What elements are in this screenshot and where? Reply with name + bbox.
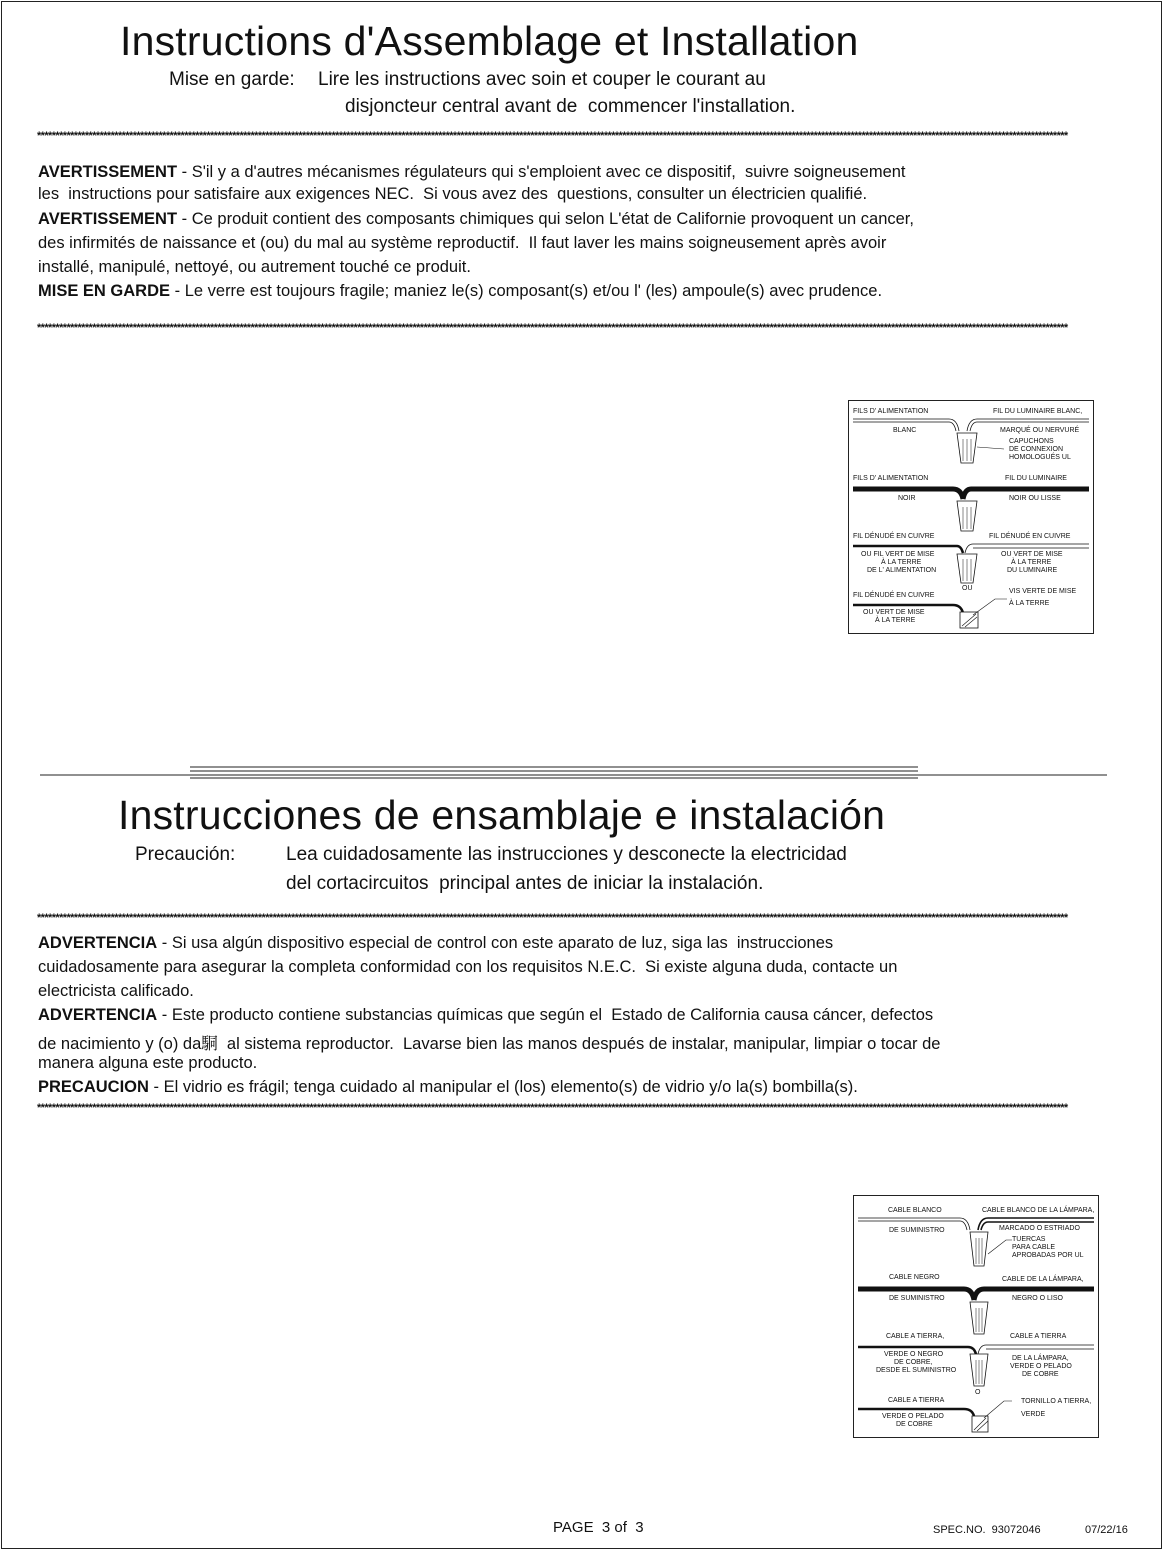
separator: ****************************************************************************************************************************************************************************************************************************************************************************************	[37, 322, 1068, 334]
diagram-label: DE L' ALIMENTATION	[867, 567, 937, 574]
diagram-label: DE LA LÁMPARA,	[1012, 1355, 1069, 1362]
french-wiring-diagram	[848, 400, 1094, 634]
diagram-label: CABLE BLANCO	[888, 1207, 942, 1214]
diagram-label: FILS D' ALIMENTATION	[853, 475, 929, 482]
diagram-label: TUERCAS	[1012, 1236, 1046, 1243]
spec-number: SPEC.NO. 93072046	[933, 1524, 1041, 1536]
diagram-label: PARA CABLE	[1012, 1244, 1056, 1251]
diagram-label: VERDE O PELADO	[1010, 1363, 1072, 1370]
diagram-label: FIL DÉNUDÉ EN CUIVRE	[853, 533, 935, 540]
separator: ****************************************************************************************************************************************************************************************************************************************************************************************	[37, 130, 1068, 142]
diagram-label: VIS VERTE DE MISE	[1009, 588, 1077, 595]
warning-label: PRECAUCION	[38, 1078, 149, 1096]
diagram-label: FIL DU LUMINAIRE	[1005, 475, 1067, 482]
diagram-label: À LA TERRE	[875, 617, 916, 624]
diagram-label: HOMOLOGUÉS UL	[1009, 454, 1071, 461]
diagram-label: À LA TERRE	[881, 559, 922, 566]
spanish-caution-line: Lea cuidadosamente las instrucciones y desconecte la electricidad	[286, 844, 847, 865]
separator: ****************************************************************************************************************************************************************************************************************************************************************************************	[37, 912, 1068, 924]
warning-label: MISE EN GARDE	[38, 282, 171, 300]
diagram-label: BLANC	[893, 427, 917, 434]
spanish-warning-2-line: de nacimiento y (o) da駧 al sistema reproductor. Lavarse bien las manos después de instalar, manipular, limpiar o tocar de	[38, 1035, 941, 1053]
separator: ****************************************************************************************************************************************************************************************************************************************************************************************	[37, 1102, 1068, 1114]
french-caution-line: Lire les instructions avec soin et couper le courant au	[318, 69, 766, 90]
diagram-label: DE COBRE,	[894, 1359, 933, 1366]
diagram-label: VERDE	[1021, 1411, 1046, 1418]
diagram-label: DE COBRE	[896, 1421, 933, 1428]
diagram-label: OU VERT DE MISE	[863, 609, 925, 616]
warning-text: - Ce produit contient des composants chimiques qui selon L'état de Californie provoquent un cancer,	[181, 210, 914, 228]
french-title: Instructions d'Assemblage et Installation	[120, 18, 859, 64]
diagram-label: CABLE NEGRO	[889, 1274, 940, 1281]
diagram-label: CABLE BLANCO DE LA LÁMPARA,	[982, 1207, 1095, 1214]
spanish-warning-2	[38, 1006, 933, 1025]
diagram-label: O	[975, 1389, 981, 1396]
french-warning-1-line: les instructions pour satisfaire aux exigences NEC. Si vous avez des questions, consulter un électricien qualifié.	[38, 185, 868, 203]
spanish-caution	[38, 1078, 858, 1097]
french-warning-2-line: installé, manipulé, nettoyé, ou autrement touché ce produit.	[38, 258, 471, 276]
diagram-label: CABLE DE LA LÁMPARA,	[1002, 1276, 1084, 1283]
spanish-title: Instrucciones de ensamblaje e instalación	[118, 792, 886, 838]
diagram-label: CABLE A TIERRA,	[886, 1333, 945, 1340]
diagram-label: NOIR	[898, 495, 916, 502]
warning-label: AVERTISSEMENT	[38, 163, 178, 181]
section-divider	[0, 760, 1163, 784]
french-caution	[38, 282, 882, 301]
spanish-warning-1	[38, 934, 833, 953]
diagram-label: TORNILLO A TIERRA,	[1021, 1398, 1092, 1405]
diagram-label: DE COBRE	[1022, 1371, 1059, 1378]
spanish-wiring-diagram	[853, 1195, 1099, 1438]
spanish-warning-1-line: cuidadosamente para asegurar la completa conformidad con los requisitos N.E.C. Si existe alguna duda, contacte un	[38, 958, 898, 976]
diagram-label: À LA TERRE	[1009, 600, 1050, 607]
spanish-warning-2-line: manera alguna este producto.	[38, 1054, 258, 1072]
diagram-label: DESDE EL SUMINISTRO	[876, 1367, 957, 1374]
diagram-label: CABLE A TIERRA	[888, 1397, 945, 1404]
diagram-label: APROBADAS POR UL	[1012, 1252, 1084, 1259]
diagram-label: FIL DÉNUDÉ EN CUIVRE	[989, 533, 1071, 540]
diagram-label: À LA TERRE	[1011, 559, 1052, 566]
warning-text: - Le verre est toujours fragile; maniez le(s) composant(s) et/ou l' (les) ampoule(s) avec prudence.	[174, 282, 883, 300]
warning-text: - Este producto contiene substancias químicas que según el Estado de California causa cáncer, defectos	[161, 1006, 934, 1024]
page-number: PAGE 3 of 3	[553, 1519, 644, 1536]
warning-text: - El vidrio es frágil; tenga cuidado al manipular el (los) elemento(s) de vidrio y/o la(s) bombilla(s).	[153, 1078, 858, 1096]
french-warning-2	[38, 210, 914, 229]
warning-text: - Si usa algún dispositivo especial de control con este aparato de luz, siga las instrucciones	[161, 934, 834, 952]
warning-label: ADVERTENCIA	[38, 934, 158, 952]
spanish-caution-line: del cortacircuitos principal antes de iniciar la instalación.	[286, 873, 764, 894]
diagram-label: FILS D' ALIMENTATION	[853, 408, 929, 415]
spanish-caution-label: Precaución:	[135, 844, 236, 865]
warning-label: ADVERTENCIA	[38, 1006, 158, 1024]
diagram-label: DE SUMINISTRO	[889, 1227, 945, 1234]
diagram-label: DU LUMINAIRE	[1007, 567, 1058, 574]
warning-text: - S'il y a d'autres mécanismes régulateurs qui s'emploient avec ce dispositif, suivre soigneusement	[181, 163, 906, 181]
french-caution-line: disjoncteur central avant de commencer l'installation.	[345, 96, 796, 117]
diagram-label: FIL DU LUMINAIRE BLANC,	[993, 408, 1083, 415]
diagram-label: OU VERT DE MISE	[1001, 551, 1063, 558]
diagram-label: DE SUMINISTRO	[889, 1295, 945, 1302]
diagram-label: MARCADO O ESTRIADO	[999, 1225, 1080, 1232]
spanish-warning-1-line: electricista calificado.	[38, 982, 194, 1000]
diagram-label: DE CONNEXION	[1009, 446, 1064, 453]
diagram-label: NEGRO O LISO	[1012, 1295, 1063, 1302]
diagram-label: CAPUCHONS	[1009, 438, 1054, 445]
diagram-label: VERDE O NEGRO	[884, 1351, 944, 1358]
diagram-label: CABLE A TIERRA	[1010, 1333, 1067, 1340]
diagram-label: MARQUÉ OU NERVURÉ	[1000, 427, 1080, 434]
diagram-label: OU	[962, 585, 973, 592]
french-warning-2-line: des infirmités de naissance et (ou) du mal au système reproductif. Il faut laver les mains soigneusement après avoir	[38, 234, 887, 252]
warning-label: AVERTISSEMENT	[38, 210, 178, 228]
french-warning-1	[38, 163, 906, 182]
diagram-label: FIL DÉNUDÉ EN CUIVRE	[853, 592, 935, 599]
spec-date: 07/22/16	[1085, 1524, 1128, 1536]
french-caution-label: Mise en garde:	[169, 69, 295, 90]
diagram-label: VERDE O PELADO	[882, 1413, 944, 1420]
diagram-label: OU FIL VERT DE MISE	[861, 551, 935, 558]
diagram-label: NOIR OU LISSE	[1009, 495, 1061, 502]
